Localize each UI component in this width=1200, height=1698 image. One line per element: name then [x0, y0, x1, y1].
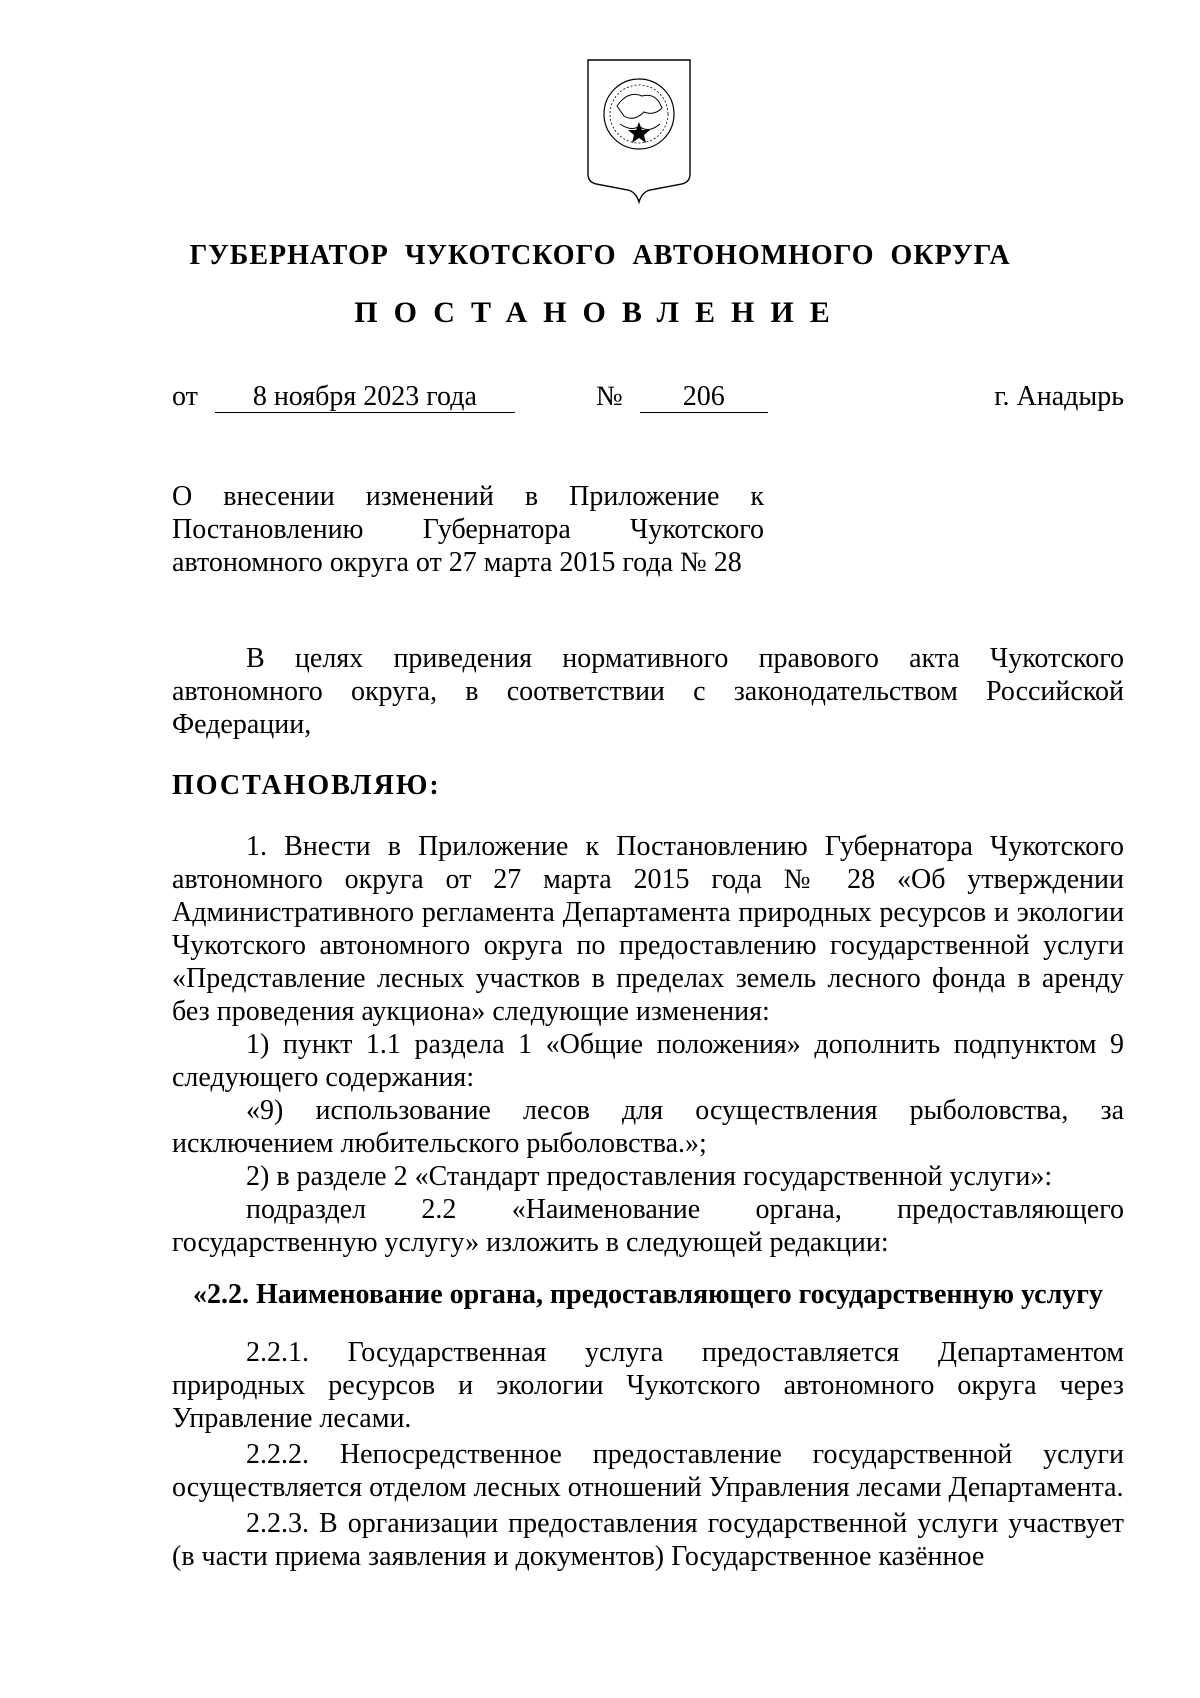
number-label: №: [596, 381, 623, 412]
preamble-block: [172, 642, 1124, 741]
paragraph: «9) использование лесов для осуществления рыболовства, за исключением любительского рыболовства.»;: [172, 1095, 1124, 1159]
decree-body: [172, 830, 1124, 1259]
document-city: г. Анадырь: [994, 381, 1124, 412]
document-date: 8 ноября 2023 года: [215, 382, 515, 413]
issuing-authority-title: ГУБЕРНАТОР ЧУКОТСКОГО АВТОНОМНОГО ОКРУГА: [189, 240, 1011, 271]
paragraph: 1) пункт 1.1 раздела 1 «Общие положения» дополнить подпунктом 9 следующего содержания:: [172, 1029, 1124, 1093]
decree-heading: ПОСТАНОВЛЯЮ:: [172, 770, 441, 801]
date-block: [172, 380, 515, 414]
number-block: [596, 380, 768, 414]
document-subject: О внесении изменений в Приложение к Постановлению Губернатора Чукотского автономного округа от 27 марта 2015 года № 28: [172, 481, 764, 578]
subparagraph: 2.2.1. Государственная услуга предоставляется Департаментом природных ресурсов и экологии Чукотского автономного округа через Управление лесами.: [172, 1337, 1124, 1434]
preamble-paragraph: В целях приведения нормативного правового акта Чукотского автономного округа, в соответствии с законодательством Российской Федерации,: [172, 643, 1124, 740]
document-type-title: ПОСТАНОВЛЕНИЕ: [354, 296, 846, 329]
subsection-body: [172, 1336, 1124, 1576]
paragraph: подраздел 2.2 «Наименование органа, предоставляющего государственную услугу» изложить в следующей редакции:: [172, 1194, 1124, 1258]
subparagraph: 2.2.2. Непосредственное предоставление государственной услуги осуществляется отделом лесных отношений Управления лесами Департамента.: [172, 1439, 1124, 1503]
from-label: от: [172, 381, 198, 412]
paragraph: 1. Внести в Приложение к Постановлению Губернатора Чукотского автономного округа от 27 марта 2015 года № 28 «Об утверждении Административного регламента Департамента природных ресурсов и экологии Чукотского автономного округа по предоставлению государственной услуги «Представление лесных участков в пределах земель лесного фонда в аренду без проведения аукциона» следующие изменения:: [172, 831, 1124, 1027]
document-number: 206: [640, 382, 768, 413]
section-subheading: «2.2. Наименование органа, предоставляющего государственную услугу: [192, 1279, 1104, 1310]
coat-of-arms-emblem: [584, 56, 694, 206]
paragraph: 2) в разделе 2 «Стандарт предоставления государственной услуги»:: [246, 1161, 1053, 1192]
subparagraph: 2.2.3. В организации предоставления государственной услуги участвует (в части приема заявления и документов) Государственное казённое: [172, 1508, 1124, 1572]
